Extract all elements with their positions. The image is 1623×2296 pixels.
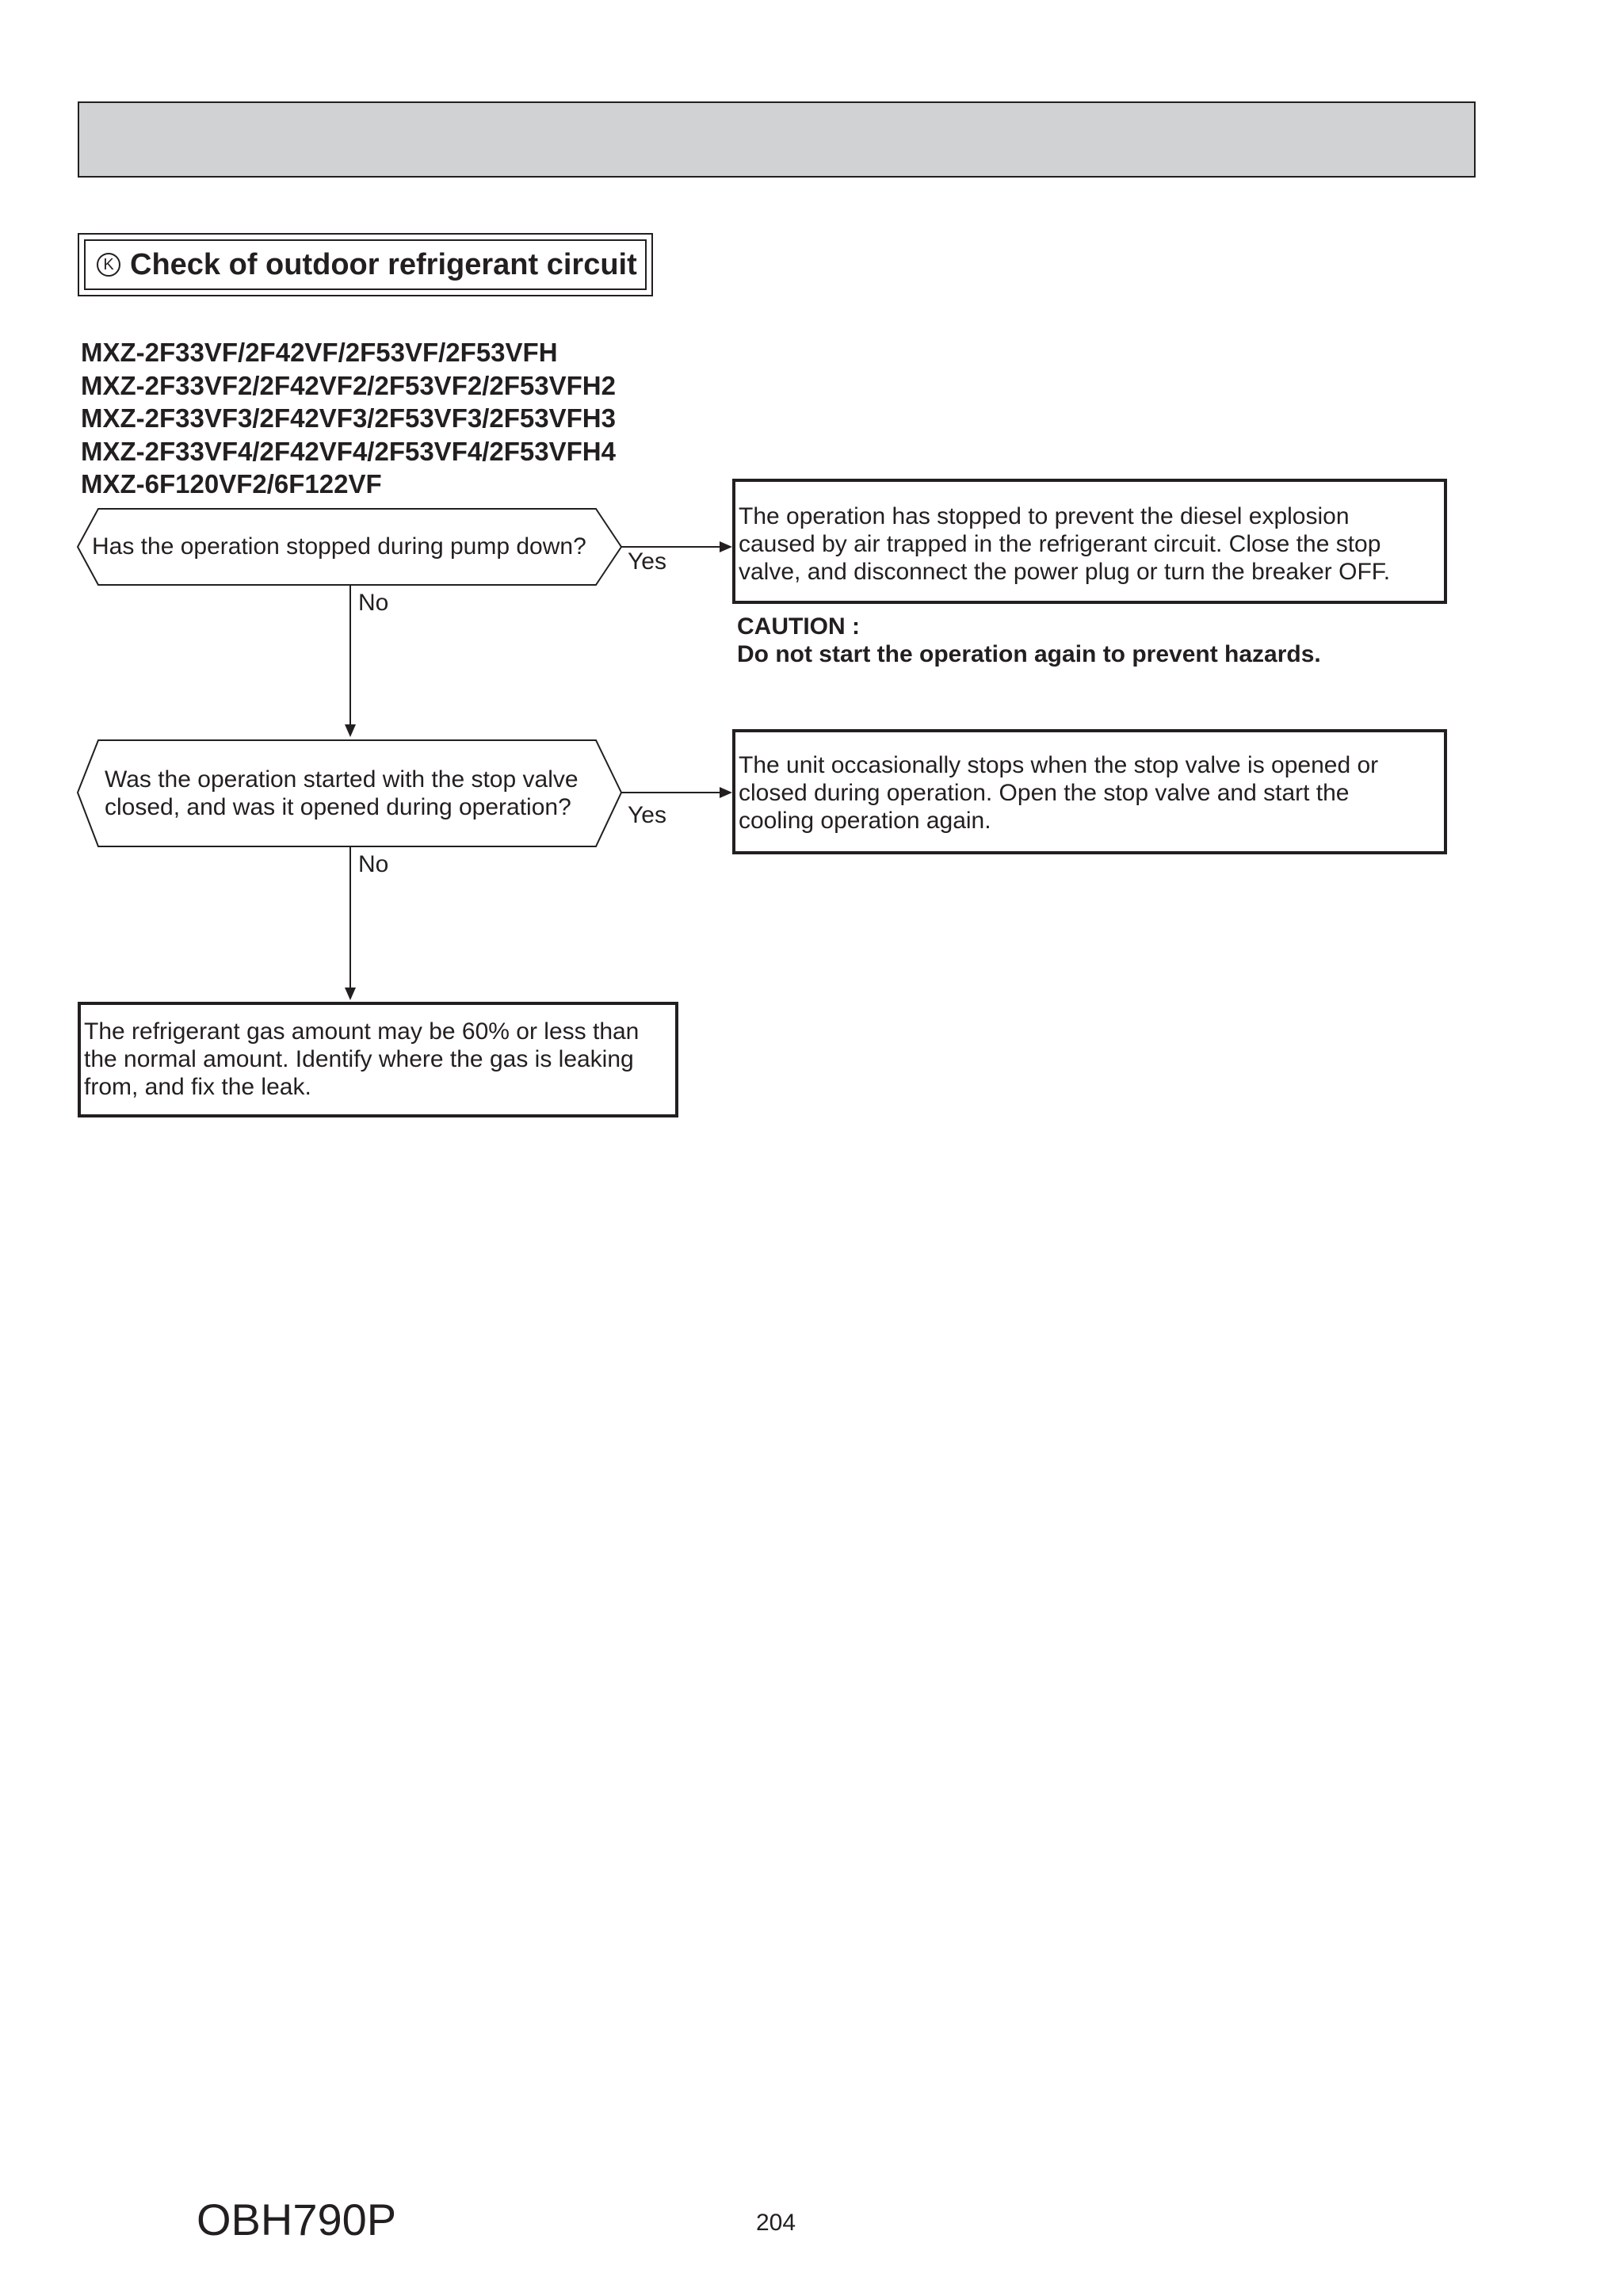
arrowhead-d1-yes <box>720 541 732 552</box>
arrowhead-d1-no <box>345 724 356 737</box>
decision2-line: Was the operation started with the stop valve <box>105 766 579 793</box>
section-title-text: Check of outdoor refrigerant circuit <box>130 247 637 281</box>
caution-note <box>737 613 1321 668</box>
result2-line: The unit occasionally stops when the stop valve is opened or <box>739 752 1379 778</box>
section-title <box>84 239 647 290</box>
caution-heading: CAUTION : <box>737 613 860 640</box>
page-number: 204 <box>756 2210 796 2236</box>
model-line: MXZ-2F33VF/2F42VF/2F53VF/2F53VFH <box>81 338 558 367</box>
decision1-yes-label: Yes <box>628 548 666 575</box>
result3-box <box>78 1002 678 1117</box>
model-list <box>81 336 616 501</box>
arrowhead-d2-no <box>345 988 356 1000</box>
result1-box <box>732 479 1447 604</box>
caution-text: Do not start the operation again to prevent hazards. <box>737 641 1321 667</box>
decision1-text: Has the operation stopped during pump down? <box>92 533 586 560</box>
decision1-no-label: No <box>358 590 389 616</box>
model-line: MXZ-2F33VF4/2F42VF4/2F53VF4/2F53VFH4 <box>81 436 616 466</box>
model-line: MXZ-6F120VF2/6F122VF <box>81 469 382 499</box>
result1-line: valve, and disconnect the power plug or turn the breaker OFF. <box>739 559 1391 585</box>
section-letter-badge: K <box>97 253 120 277</box>
result2-line: closed during operation. Open the stop valve and start the <box>739 780 1350 806</box>
result1-line: caused by air trapped in the refrigerant circuit. Close the stop <box>739 531 1381 557</box>
document-code: OBH790P <box>197 2195 397 2244</box>
arrowhead-d2-yes <box>720 787 732 798</box>
result3-line: The refrigerant gas amount may be 60% or less than <box>84 1018 640 1045</box>
decision2-line: closed, and was it opened during operation? <box>105 794 571 820</box>
result2-box <box>732 729 1447 854</box>
model-line: MXZ-2F33VF2/2F42VF2/2F53VF2/2F53VFH2 <box>81 370 616 400</box>
header-bar <box>78 101 1476 178</box>
result1-line: The operation has stopped to prevent the diesel explosion <box>739 503 1350 529</box>
section-title-box <box>78 233 653 296</box>
result2-line: cooling operation again. <box>739 808 991 834</box>
result3-line: from, and fix the leak. <box>84 1074 311 1100</box>
decision2-text <box>105 766 579 821</box>
decision2-yes-label: Yes <box>628 802 666 828</box>
decision2-no-label: No <box>358 851 389 877</box>
model-line: MXZ-2F33VF3/2F42VF3/2F53VF3/2F53VFH3 <box>81 403 616 433</box>
result3-line: the normal amount. Identify where the gas is leaking <box>84 1046 634 1072</box>
